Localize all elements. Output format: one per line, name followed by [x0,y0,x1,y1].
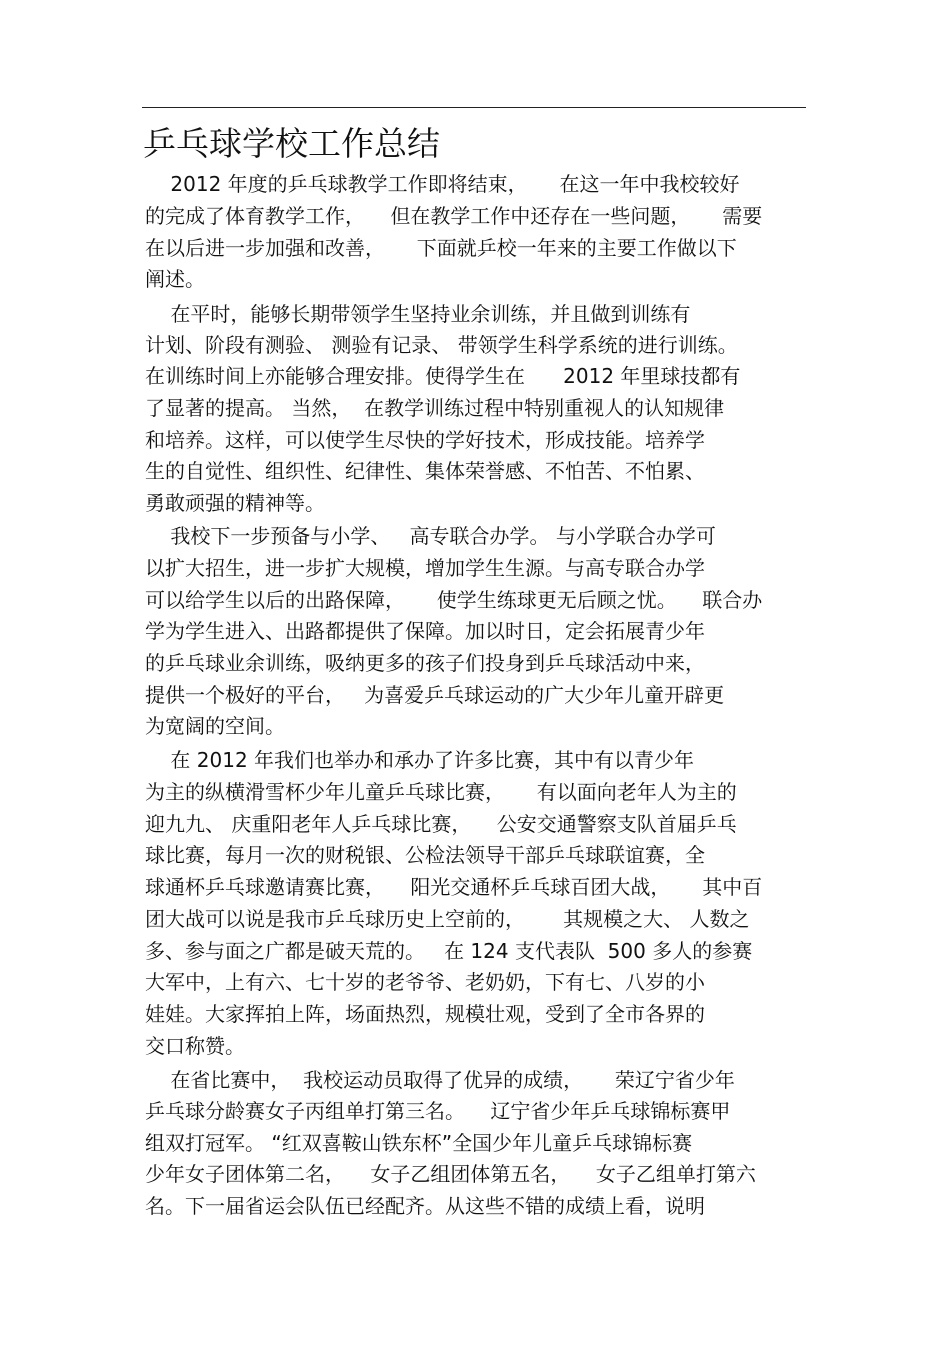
body-line: 大军中，上有六、七十岁的老爷爷、老奶奶，下有七、八岁的小 [145,970,705,994]
body-line: 少年女子团体第二名， 女子乙组团体第五名， 女子乙组单打第六 [145,1162,756,1186]
body-line: 以扩大招生，进一步扩大规模，增加学生生源。与高专联合办学 [145,556,705,580]
body-line: 的完成了体育教学工作， 但在教学工作中还存在一些问题， 需要 [145,204,763,228]
body-line: 2012 年度的乒乓球教学工作即将结束， 在这一年中我校较好 [145,172,740,196]
body-line: 名。下一届省运会队伍已经配齐。从这些不错的成绩上看，说明 [145,1194,705,1218]
body-line: 的乒乓球业余训练，吸纳更多的孩子们投身到乒乓球活动中来， [145,651,705,675]
body-line: 生的自觉性、组织性、纪律性、集体荣誉感、不怕苦、不怕累、 [145,459,705,483]
body-line: 在省比赛中， 我校运动员取得了优异的成绩， 荣辽宁省少年 [145,1068,735,1092]
body-line: 交口称赞。 [145,1034,245,1058]
body-line: 在 2012 年我们也举办和承办了许多比赛，其中有以青少年 [145,748,695,772]
body-line: 阐述。 [145,267,205,291]
body-line: 组双打冠军。 “红双喜鞍山铁东杯”全国少年儿童乒乓球锦标赛 [145,1131,693,1155]
body-line: 球比赛，每月一次的财税银、公检法领导干部乒乓球联谊赛，全 [145,843,705,867]
body-line: 在以后进一步加强和改善， 下面就乒校一年来的主要工作做以下 [145,236,737,260]
body-line: 在训练时间上亦能够合理安排。使得学生在 2012 年里球技都有 [145,364,741,388]
body-line: 多、参与面之广都是破天荒的。 在 124 支代表队 500 多人的参赛 [145,939,753,963]
body-line: 了显著的提高。 当然， 在教学训练过程中特别重视人的认知规律 [145,396,725,420]
body-line: 在平时，能够长期带领学生坚持业余训练，并且做到训练有 [145,302,691,326]
body-line: 我校下一步预备与小学、 高专联合办学。 与小学联合办学可 [145,524,716,548]
body-line: 勇敢顽强的精神等。 [145,491,325,515]
document-title: 乒乓球学校工作总结 [143,124,440,163]
body-line: 计划、阶段有测验、 测验有记录、 带领学生科学系统的进行训练。 [145,333,738,357]
body-line: 迎九九、 庆重阳老年人乒乓球比赛， 公安交通警察支队首届乒乓 [145,812,737,836]
body-line: 提供一个极好的平台， 为喜爱乒乓球运动的广大少年儿童开辟更 [145,683,725,707]
header-divider [142,107,806,108]
body-line: 和培养。这样，可以使学生尽快的学好技术，形成技能。培养学 [145,428,705,452]
body-line: 球通杯乒乓球邀请赛比赛， 阳光交通杯乒乓球百团大战， 其中百 [145,875,763,899]
body-line: 团大战可以说是我市乒乓球历史上空前的， 其规模之大、 人数之 [145,907,750,931]
body-line: 娃娃。大家挥拍上阵，场面热烈，规模壮观，受到了全市各界的 [145,1002,705,1026]
body-line: 学为学生进入、出路都提供了保障。加以时日，定会拓展青少年 [145,619,705,643]
body-line: 可以给学生以后的出路保障， 使学生练球更无后顾之忧。 联合办 [145,588,763,612]
body-line: 乒乓球分龄赛女子丙组单打第三名。 辽宁省少年乒乓球锦标赛甲 [145,1099,731,1123]
body-line: 为主的纵横滑雪杯少年儿童乒乓球比赛， 有以面向老年人为主的 [145,780,737,804]
body-line: 为宽阔的空间。 [145,714,285,738]
